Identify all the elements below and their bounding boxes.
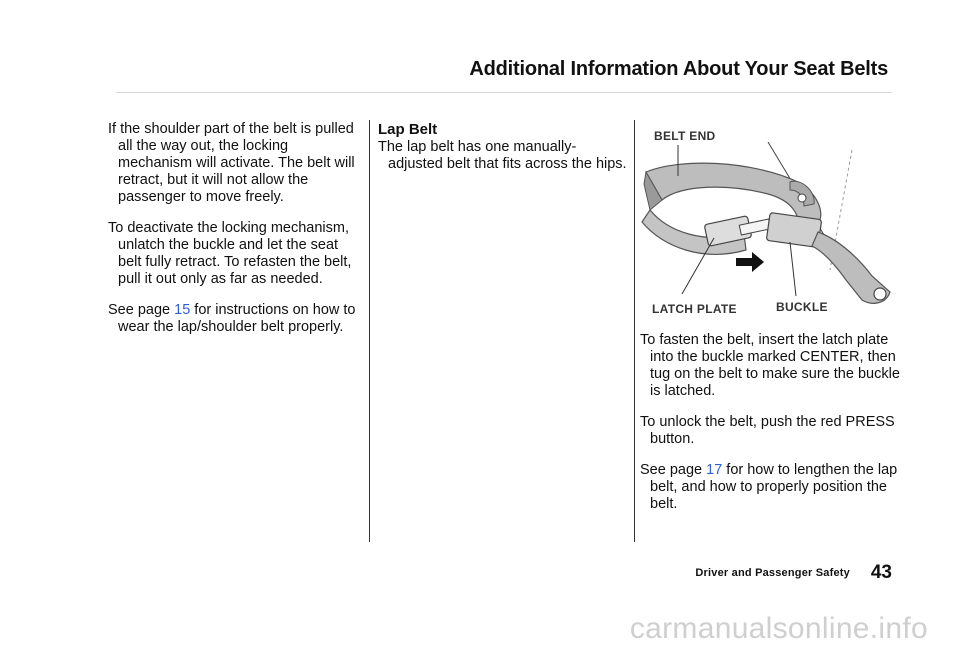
lap-belt-drawing — [640, 120, 900, 325]
upper-anchor-bolt — [798, 194, 806, 202]
page-17-link[interactable]: 17 — [706, 462, 723, 478]
footer-section-title: Driver and Passenger Safety — [695, 567, 850, 579]
paragraph-unlock: To unlock the belt, push the red PRESS button. — [640, 414, 895, 447]
lap-belt-illustration — [640, 120, 900, 325]
paragraph-locking-mechanism: If the shoulder part of the belt is pulled all the way out, the locking mechanism will activate. The belt will retract, but it will not allow the passenger to move freely. — [108, 121, 355, 205]
anchor-bolt — [874, 288, 886, 300]
see-page-text: See page — [108, 302, 175, 318]
title-divider — [116, 92, 892, 93]
paragraph-deactivate: To deactivate the locking mechanism, unlatch the buckle and let the seat belt fully retract. To refasten the belt, pull it out only as far as needed. — [108, 220, 352, 287]
insert-arrow-icon — [736, 252, 764, 272]
paragraph-lap-belt: The lap belt has one manually-adjusted belt that fits across the hips. — [378, 139, 627, 172]
paragraph-see-page-17 — [640, 462, 900, 513]
column-3 — [640, 332, 900, 527]
column-divider-1 — [369, 120, 370, 542]
watermark: carmanualsonline.info — [629, 612, 928, 645]
column-divider-2 — [634, 120, 635, 542]
lengthen-text: for how to lengthen the lap belt, and how to properly position the belt. — [650, 462, 898, 512]
see-page-text: See page — [640, 462, 707, 478]
instructions-text: for instructions on how to wear the lap/shoulder belt properly. — [118, 302, 356, 335]
lap-belt-heading: Lap Belt — [378, 121, 438, 138]
latch-plate-label: LATCH PLATE — [652, 302, 737, 316]
paragraph-fasten: To fasten the belt, insert the latch plate into the buckle marked CENTER, then tug on the belt to make sure the buckle is latched. — [640, 332, 900, 399]
page-number: 43 — [870, 562, 892, 583]
buckle-label: BUCKLE — [776, 300, 828, 314]
page-15-link[interactable]: 15 — [174, 302, 191, 318]
buckle-leader — [790, 242, 796, 296]
column-2 — [378, 121, 628, 187]
paragraph-see-page-15 — [108, 302, 358, 336]
page-title: Additional Information About Your Seat Belts — [469, 58, 888, 80]
column-1 — [108, 121, 358, 350]
belt-end-label: BELT END — [654, 129, 716, 143]
